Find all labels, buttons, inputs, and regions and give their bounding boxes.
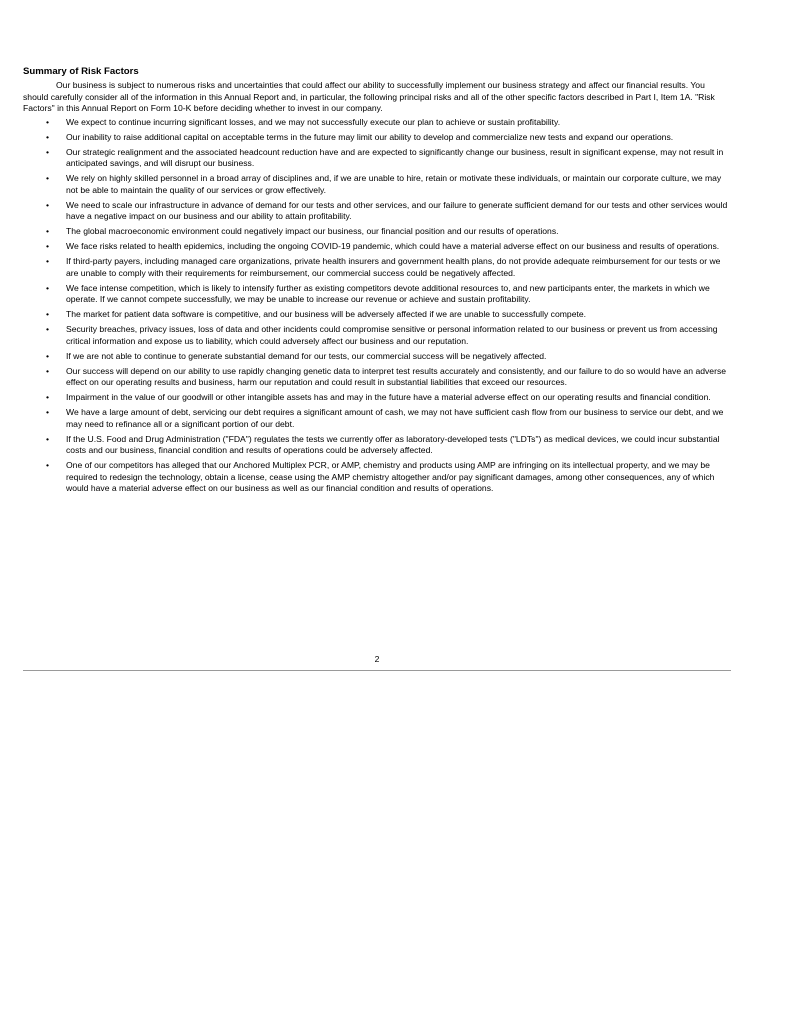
page-divider bbox=[23, 670, 731, 671]
risk-item bbox=[23, 309, 731, 321]
risk-item bbox=[23, 241, 731, 253]
risk-item bbox=[23, 392, 731, 404]
bullet-icon: • bbox=[46, 433, 50, 444]
risk-item bbox=[23, 132, 731, 144]
risk-text: We need to scale our infrastructure in advance of demand for our tests and other services, and our failure to generate sufficient demand for our tests and other services would have a negative impact on our business and our ability to attain profitability. bbox=[66, 199, 728, 221]
risk-text: We have a large amount of debt, servicing our debt requires a significant amount of cash, we may not have sufficient cash flow from our business to service our debt, and we may need to refinance all or a significant portion of our debt. bbox=[66, 407, 724, 429]
risk-factor-list bbox=[23, 117, 731, 495]
risk-item bbox=[23, 283, 731, 306]
risk-text: Our success will depend on our ability to use rapidly changing genetic data to interpret test results accurately and consistently, and our failure to do so would have an adverse effect on our operating results and business, harm our reputation and could result in substantial liabilities that exceed our resources. bbox=[66, 365, 727, 387]
page-number: 2 bbox=[374, 654, 380, 664]
risk-text: Security breaches, privacy issues, loss of data and other incidents could compromise sensitive or personal information related to our business or prevent us from accessing critical information and expose us to liability, which could adversely affect our business and our reputation. bbox=[66, 324, 718, 346]
section-heading: Summary of Risk Factors bbox=[23, 66, 139, 77]
risk-item bbox=[23, 460, 731, 495]
risk-text: We face risks related to health epidemics, including the ongoing COVID-19 pandemic, which could have a material adverse effect on our business and results of operations. bbox=[66, 241, 720, 251]
risk-text: The global macroeconomic environment could negatively impact our business, our financial position and our results of operations. bbox=[66, 226, 559, 236]
bullet-icon: • bbox=[46, 407, 50, 417]
risk-text: If third-party payers, including managed care organizations, private health insurers and government health plans, do not provide adequate reimbursement for our tests or we are unable to comply with their requirements for reimbursement, our commercial success could be negatively affected. bbox=[66, 256, 721, 278]
risk-item bbox=[23, 324, 731, 347]
bullet-icon: • bbox=[46, 131, 50, 142]
risk-item bbox=[23, 407, 731, 430]
bullet-icon: • bbox=[46, 365, 50, 376]
risk-item bbox=[23, 256, 731, 279]
bullet-icon: • bbox=[46, 350, 50, 361]
bullet-icon: • bbox=[46, 256, 50, 266]
risk-text: One of our competitors has alleged that our Anchored Multiplex PCR, or AMP, chemistry and products using AMP are infringing on its intellectual property, and we may be required to redesign the technology, obtain a license, cease using the AMP chemistry altogether and/or pay significant damages, among other consequences, any of which would have a material adverse effect on our business as well as our financial condition and results of operations. bbox=[66, 460, 715, 493]
risk-item bbox=[23, 434, 731, 457]
risk-text: Our strategic realignment and the associated headcount reduction have and are expected to significantly change our business, result in significant expense, may not result in anticipated savings, and will disrupt our business. bbox=[66, 146, 724, 168]
risk-item bbox=[23, 200, 731, 223]
bullet-icon: • bbox=[46, 116, 50, 127]
bullet-icon: • bbox=[46, 241, 50, 251]
risk-text: If the U.S. Food and Drug Administration ("FDA") regulates the tests we currently offer as laboratory-developed tests ("LDTs") as medical devices, we could incur substantial costs and our business, financial condition and results of operations could be adversely affected. bbox=[66, 433, 720, 455]
risk-text: We expect to continue incurring significant losses, and we may not successfully execute our plan to achieve or sustain profitability. bbox=[66, 116, 561, 127]
bullet-icon: • bbox=[46, 309, 50, 319]
bullet-icon: • bbox=[46, 460, 50, 470]
risk-item bbox=[23, 173, 731, 196]
risk-text: The market for patient data software is competitive, and our business will be adversely affected if we are unable to successfully compete. bbox=[66, 309, 587, 319]
bullet-icon: • bbox=[46, 392, 50, 402]
bullet-icon: • bbox=[46, 324, 50, 334]
risk-text: Impairment in the value of our goodwill or other intangible assets has and may in the future have a material adverse effect on our operating results and financial condition. bbox=[66, 392, 711, 402]
risk-text: We rely on highly skilled personnel in a broad array of disciplines and, if we are unable to hire, retain or motivate these individuals, or maintain our corporate culture, we may not be able to maintain the quality of our services or grow effectively. bbox=[66, 173, 722, 195]
bullet-icon: • bbox=[46, 173, 50, 183]
bullet-icon: • bbox=[46, 282, 50, 293]
risk-text: If we are not able to continue to generate substantial demand for our tests, our commercial success will be negatively affected. bbox=[66, 350, 547, 361]
bullet-icon: • bbox=[46, 226, 50, 236]
risk-text: We face intense competition, which is likely to intensify further as existing competitors devote additional resources to, and new participants enter, the markets in which we operate. If we cannot compete successfully, we may be unable to increase our revenue or achieve and sustain profitability. bbox=[66, 282, 710, 304]
document-page bbox=[23, 66, 731, 498]
bullet-icon: • bbox=[46, 146, 50, 157]
risk-item bbox=[23, 117, 731, 129]
intro-paragraph: Our business is subject to numerous risks and uncertainties that could affect our ability to successfully implement our business strategy and affect our financial results. You should carefully consider all of the information in this Annual Report and, in particular, the following principal risks and all of the other specific factors described in Part I, Item 1A. "Risk Factors" in this Annual Report on Form 10-K before deciding whether to invest in our company. bbox=[23, 80, 715, 113]
risk-item bbox=[23, 147, 731, 170]
risk-item bbox=[23, 366, 731, 389]
bullet-icon: • bbox=[46, 199, 50, 210]
risk-item bbox=[23, 226, 731, 238]
risk-text: Our inability to raise additional capital on acceptable terms in the future may limit our ability to develop and commercialize new tests and expand our operations. bbox=[66, 131, 674, 142]
risk-item bbox=[23, 351, 731, 363]
